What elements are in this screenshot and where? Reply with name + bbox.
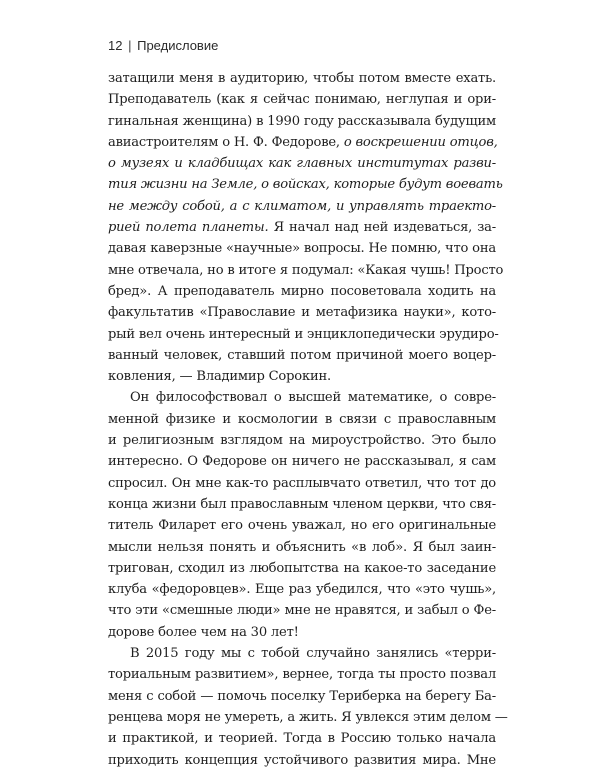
text-line [108, 111, 496, 132]
text-line [108, 451, 496, 472]
text-span: и религиозным взглядом на мироустройство. Это было [108, 433, 496, 449]
text-span: что эти «смешные люди» мне не нравятся, и забыл о Фе- [108, 603, 496, 619]
text-span: бред». А преподаватель мирно посоветовала ходить на [108, 283, 496, 299]
text-span: гинальная женщина) в 1990 году рассказывала будущим [108, 113, 496, 129]
text-span: давая каверзные «научные» вопросы. Не помню, что она [108, 241, 497, 257]
text-line [108, 409, 496, 430]
text-line [108, 302, 496, 323]
text-span: ванный человек, ставший потом причиной моего воцер- [108, 347, 496, 363]
body-text [108, 68, 508, 771]
text-span: и практикой, и теорией. Тогда в Россию только начала [108, 731, 496, 747]
text-line [108, 600, 496, 621]
text-span: Преподаватель (как я сейчас понимаю, неглупая и ори- [108, 92, 496, 108]
text-line [108, 89, 496, 110]
text-line [108, 515, 496, 536]
text-span: конца жизни был православным членом церкви, что свя- [108, 496, 496, 512]
text-span: клуба «федоровцев». Еще раз убедился, что «это чушь», [108, 582, 496, 598]
text-line [108, 196, 496, 217]
text-span: дорове более чем на 30 лет! [108, 624, 299, 640]
text-line [108, 494, 496, 515]
text-span: авиастроителям о Н. Ф. Федорове, [108, 134, 344, 150]
text-span: меня с собой — помочь поселку Териберка на берегу Ба- [108, 688, 496, 704]
text-span: Я начал над ней издеваться, за- [268, 220, 496, 236]
italic-text: тия жизни на Земле, о войсках, которые будут воевать [108, 177, 503, 193]
text-line [108, 324, 499, 345]
running-header [108, 38, 218, 53]
text-line [108, 68, 496, 89]
page-number: 12 [108, 38, 123, 53]
text-span: мысли нельзя понять и объяснить «в лоб». Я был заин- [108, 539, 496, 555]
text-line [108, 558, 496, 579]
text-line [108, 174, 503, 195]
text-line [108, 750, 496, 771]
text-span: рый вел очень интересный и энциклопедически эрудиро- [108, 326, 499, 342]
text-span: ренцева моря не умереть, а жить. Я увлекся этим делом — [108, 709, 508, 725]
text-line [108, 217, 496, 238]
text-line [108, 728, 496, 749]
text-span: ковления, — Владимир Сорокин. [108, 369, 331, 385]
text-line [108, 387, 496, 408]
text-line [108, 345, 496, 366]
text-line [108, 643, 496, 664]
text-span: В 2015 году мы с тобой случайно занялись «терри- [130, 646, 496, 662]
text-line [108, 473, 496, 494]
italic-text: рией полета планеты. [108, 220, 269, 236]
text-line [108, 153, 496, 174]
text-span: факультатив «Православие и метафизика науки», кото- [108, 305, 496, 321]
text-line [108, 707, 508, 728]
text-line [108, 664, 496, 685]
text-line [108, 132, 496, 153]
italic-text: о музеях и кладбищах как главных институтах разви- [108, 156, 496, 172]
text-span: затащили меня в аудиторию, чтобы потом вместе ехать. [108, 71, 496, 86]
text-span: спросил. Он мне как-то расплывчато ответил, что тот до [108, 475, 496, 491]
italic-text: о воскрешении отцов, [343, 134, 498, 150]
text-span: мне отвечала, но в итоге я подумал: «Какая чушь! Просто [108, 262, 504, 278]
italic-text: не между собой, а с климатом, и управлять траекто- [108, 198, 496, 214]
text-span: интересно. О Федорове он ничего не рассказывал, я сам [108, 454, 496, 470]
text-line [108, 537, 496, 558]
text-line [108, 686, 496, 707]
text-line [108, 366, 496, 387]
text-span: приходить концепция устойчивого развития мира. Мне [108, 752, 496, 768]
text-line [108, 579, 496, 600]
text-span: менной физике и космологии в связи с православным [108, 411, 496, 427]
text-span: ториальным развитием», вернее, тогда ты просто позвал [108, 667, 496, 683]
header-separator: | [128, 38, 132, 53]
text-line [108, 260, 504, 281]
text-span: Он философствовал о высшей математике, о совре- [130, 390, 496, 406]
text-span: титель Филарет его очень уважал, но его оригинальные [108, 518, 496, 534]
text-span: тригован, сходил из любопытства на какое-то заседание [108, 560, 496, 576]
text-line [108, 238, 496, 259]
text-line [108, 430, 496, 451]
text-line [108, 281, 496, 302]
section-title: Предисловие [137, 38, 219, 53]
text-line [108, 622, 496, 643]
